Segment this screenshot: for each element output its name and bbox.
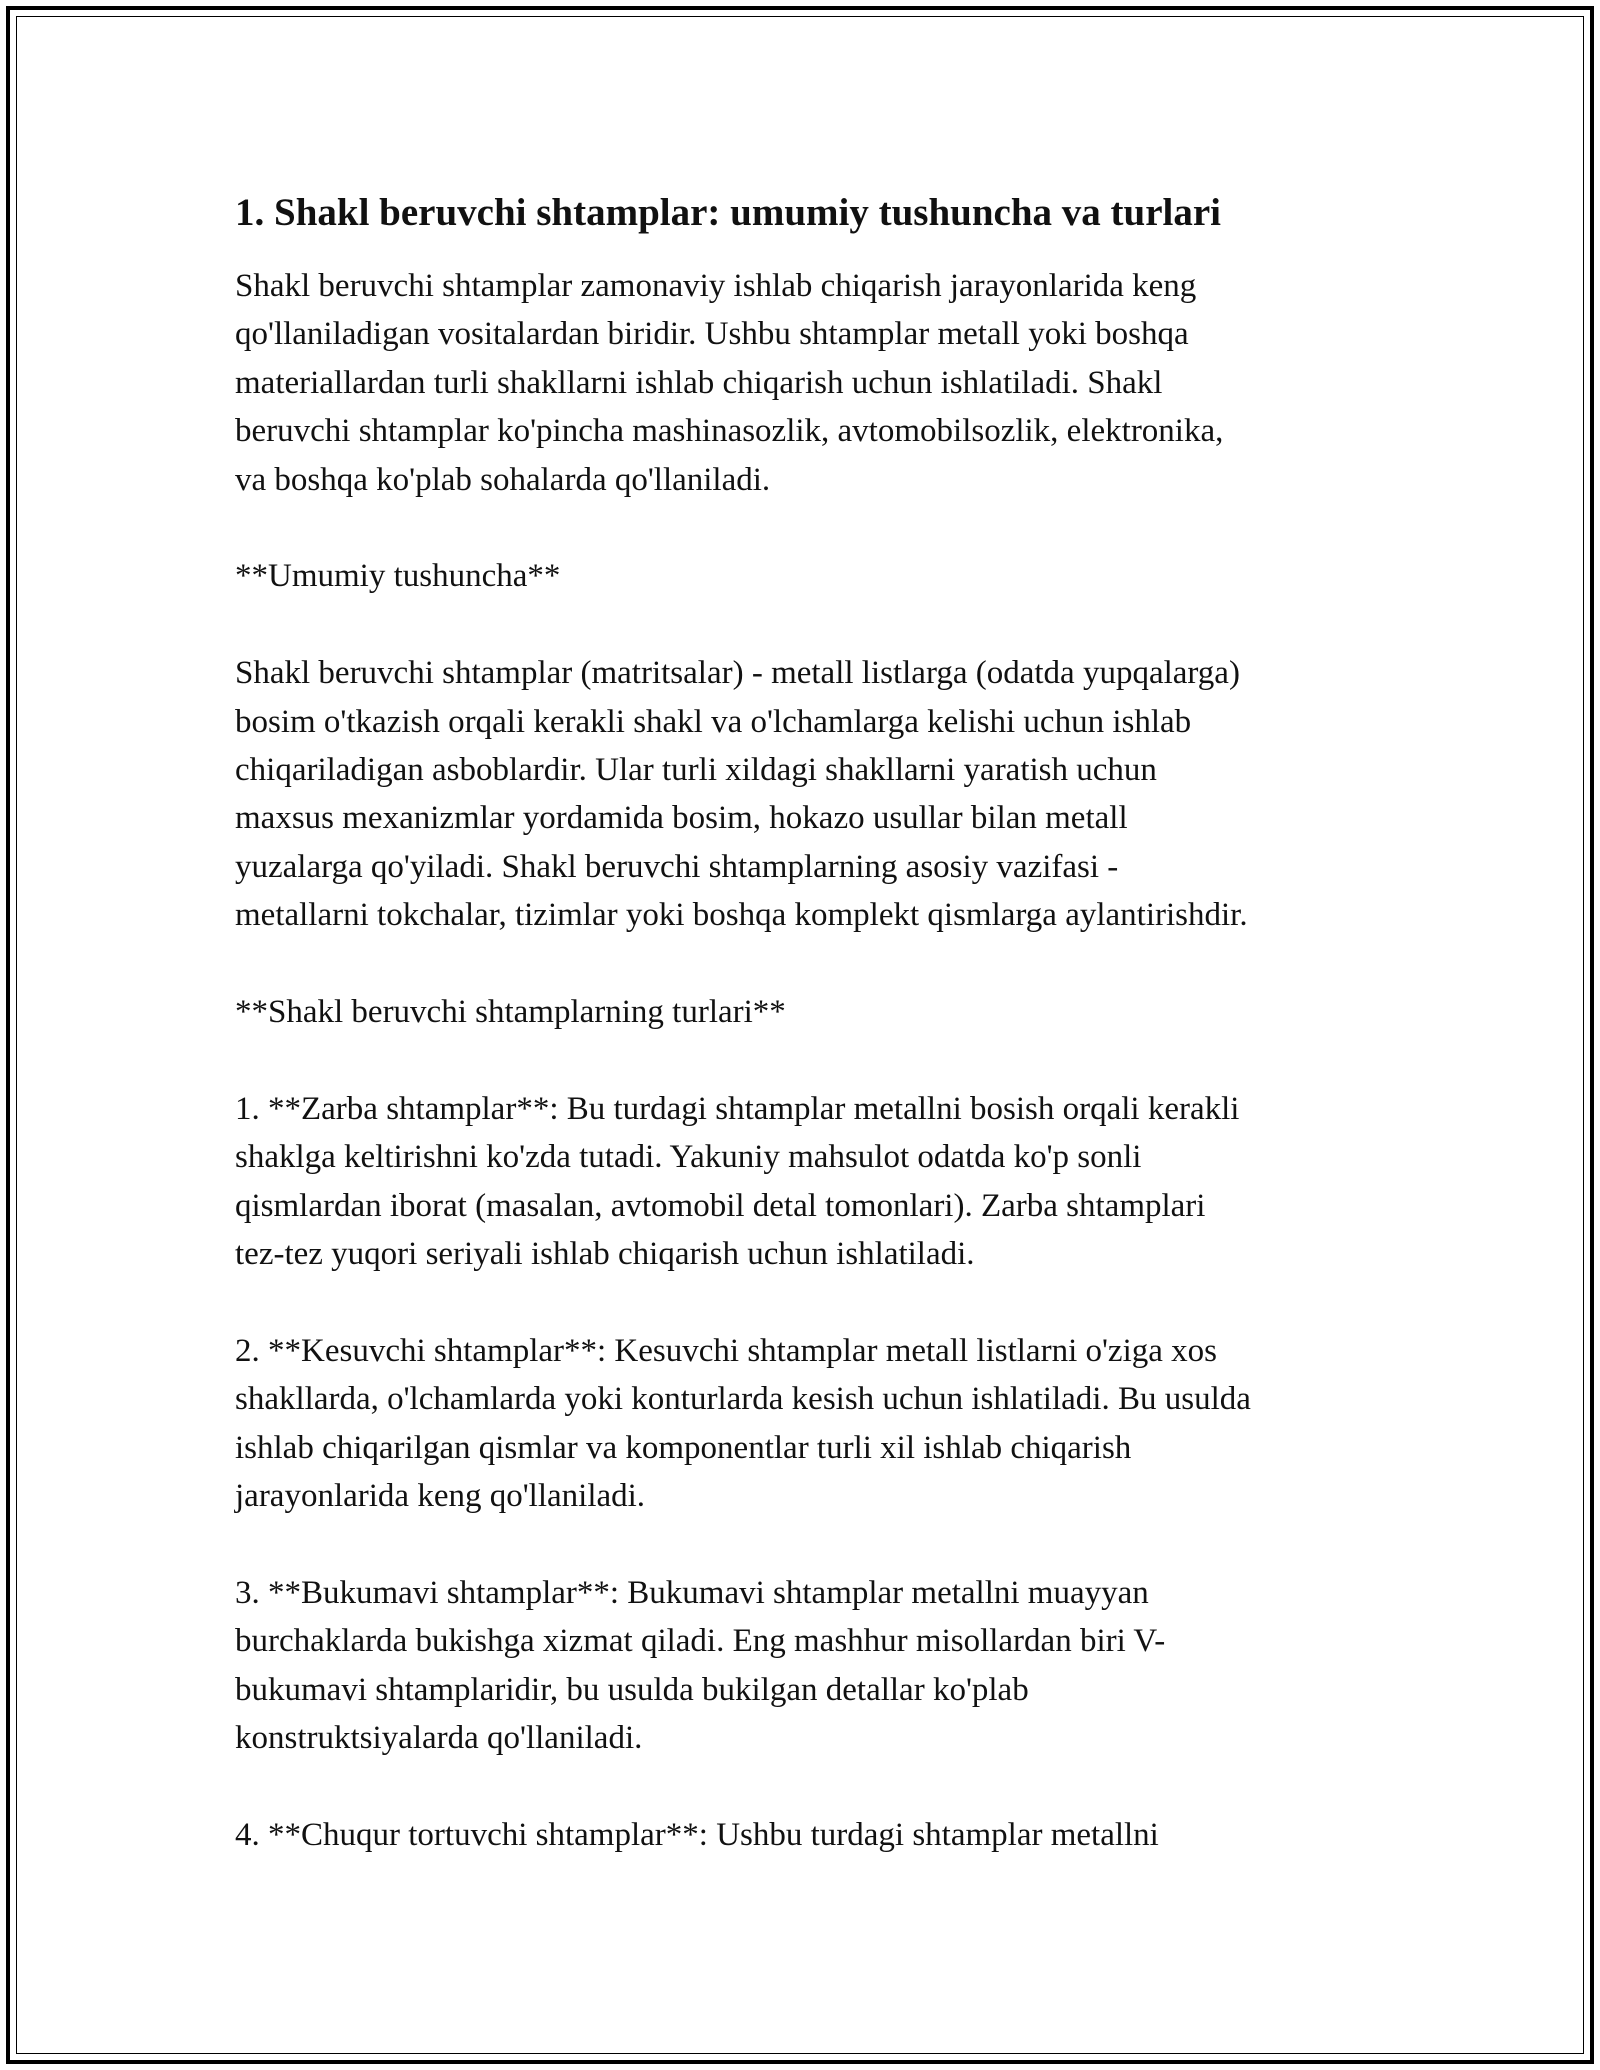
list-item-deep-drawing-dies: 4. **Chuqur tortuvchi shtamplar**: Ushbu turdagi shtamplar metallni xyxy=(235,1816,1159,1853)
document-body xyxy=(235,186,1375,1908)
subheading-general-concept: **Umumiy tushuncha** xyxy=(235,558,561,595)
list-item-impact-dies: 1. **Zarba shtamplar**: Bu turdagi shtamplar metallni bosish orqali kerakli shaklga keltirishni ko'zda tutadi. Yakuniy mahsulot odatda ko'p sonli qismlardan iborat (masalan, avtomobil detal tomonlari). Zarba shtamplari tez-tez yuqori seriyali ishlab chiqarish uchun ishlatiladi. xyxy=(235,1090,1240,1273)
list-item-cutting-dies: 2. **Kesuvchi shtamplar**: Kesuvchi shtamplar metall listlarni o'ziga xos shakllarda, o'lchamlarda yoki konturlarda kesish uchun ishlatiladi. Bu usulda ishlab chiqarilgan qismlar va komponentlar turli xil ishlab chiqarish jarayonlarida keng qo'llaniladi. xyxy=(235,1332,1251,1515)
paragraph-intro: Shakl beruvchi shtamplar zamonaviy ishlab chiqarish jarayonlarida keng qo'llaniladigan vositalardan biridir. Ushbu shtamplar metall yoki boshqa materiallardan turli shakllarni ishlab chiqarish uchun ishlatiladi. Shakl beruvchi shtamplar ko'pincha mashinasozlik, avtomobilsozlik, elektronika, va boshqa ko'plab sohalarda qo'llaniladi. xyxy=(235,268,1224,498)
section-title: 1. Shakl beruvchi shtamplar: umumiy tushuncha va turlari xyxy=(235,191,1221,234)
paragraph-general-concept: Shakl beruvchi shtamplar (matritsalar) - metall listlarga (odatda yupqalarga) bosim o'tkazish orqali kerakli shakl va o'lchamlarga kelishi uchun ishlab chiqariladigan asboblardir. Ular turli xildagi shakllarni yaratish uchun maxsus mexanizmlar yordamida bosim, hokazo usullar bilan metall yuzalarga qo'yiladi. Shakl beruvchi shtamplarning asosiy vazifasi - metallarni tokchalar, tizimlar yoki boshqa komplekt qismlarga aylantirishdir. xyxy=(235,655,1248,934)
subheading-types: **Shakl beruvchi shtamplarning turlari** xyxy=(235,994,786,1031)
list-item-bending-dies: 3. **Bukumavi shtamplar**: Bukumavi shtamplar metallni muayyan burchaklarda bukishga xizmat qiladi. Eng mashhur misollardan biri V- bukumavi shtamplaridir, bu usulda bukilgan detallar ko'plab konstruktsiyalarda qo'llaniladi. xyxy=(235,1574,1166,1757)
